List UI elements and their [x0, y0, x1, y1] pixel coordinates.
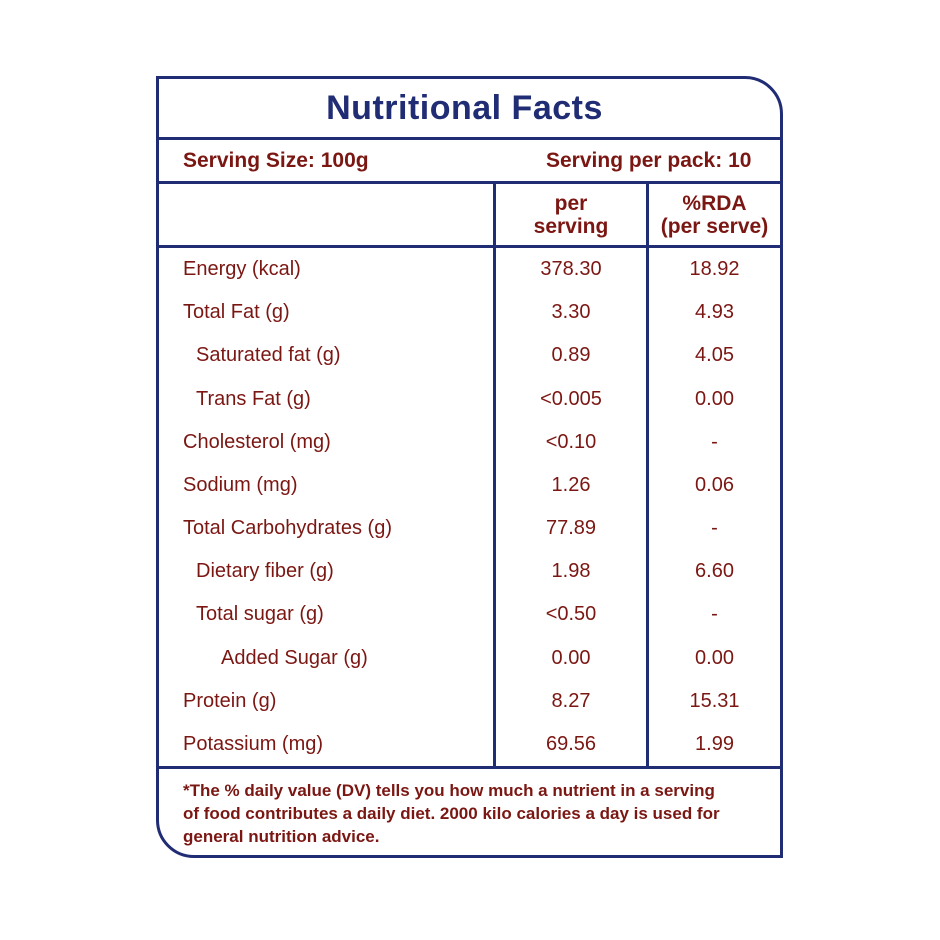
- nutrient-rda-value: 4.93: [646, 291, 780, 334]
- nutrient-per-serving-value: 378.30: [493, 248, 646, 291]
- nutrient-per-serving-value: <0.005: [493, 378, 646, 421]
- header-rda: [646, 184, 780, 248]
- footnote-line: of food contributes a daily diet. 2000 kilo calories a day is used for: [183, 804, 720, 823]
- serving-size-label: Serving Size: 100g: [183, 148, 369, 172]
- nutrient-label: Dietary fiber (g): [196, 560, 334, 583]
- page-title: Nutritional Facts: [326, 88, 603, 127]
- header-rda-line2: (per serve): [660, 214, 769, 238]
- nutrition-facts-panel: [156, 76, 783, 858]
- nutrient-rda-value: 4.05: [646, 334, 780, 377]
- nutrient-per-serving-value: 8.27: [493, 680, 646, 723]
- nutrient-label: Potassium (mg): [183, 732, 324, 755]
- nutrient-label: Total Fat (g): [183, 301, 290, 324]
- nutrient-rda-value: -: [646, 593, 780, 636]
- nutrient-label: Cholesterol (mg): [183, 430, 331, 453]
- header-per-serving: [493, 184, 646, 248]
- nutrient-per-serving-value: 3.30: [493, 291, 646, 334]
- serving-per-pack-label: Serving per pack: 10: [546, 148, 752, 172]
- nutrient-rda-value: 1.99: [646, 723, 780, 766]
- serving-info-row: [159, 140, 780, 184]
- nutrient-label: Saturated fat (g): [196, 344, 341, 367]
- nutrient-rda-value: 0.00: [646, 378, 780, 421]
- nutrient-per-serving-value: 1.98: [493, 550, 646, 593]
- nutrient-per-serving-value: <0.50: [493, 593, 646, 636]
- header-per-serving-line2: serving: [533, 214, 609, 238]
- footnote-line: general nutrition advice.: [183, 827, 380, 846]
- nutrient-label: Added Sugar (g): [221, 646, 368, 669]
- nutrient-rda-value: 15.31: [646, 680, 780, 723]
- nutrient-label: Total Carbohydrates (g): [183, 517, 392, 540]
- nutrient-label: Trans Fat (g): [196, 387, 311, 410]
- footnote-line: *The % daily value (DV) tells you how much a nutrient in a serving: [183, 781, 715, 800]
- nutrient-label: Protein (g): [183, 689, 277, 712]
- daily-value-footnote: [159, 766, 780, 855]
- header-per-serving-line1: per: [554, 191, 588, 215]
- nutrient-rda-value: 6.60: [646, 550, 780, 593]
- nutrient-rda-value: 0.06: [646, 464, 780, 507]
- nutrient-rda-value: -: [646, 421, 780, 464]
- nutrition-table: [159, 184, 780, 766]
- nutrient-label: Sodium (mg): [183, 473, 298, 496]
- nutrient-per-serving-value: 1.26: [493, 464, 646, 507]
- header-blank-cell: [159, 184, 493, 248]
- title-row: [159, 79, 780, 140]
- nutrient-per-serving-value: 69.56: [493, 723, 646, 766]
- nutrient-label: Energy (kcal): [183, 258, 301, 281]
- nutrient-rda-value: 18.92: [646, 248, 780, 291]
- nutrient-rda-value: 0.00: [646, 637, 780, 680]
- nutrient-per-serving-value: 77.89: [493, 507, 646, 550]
- nutrient-per-serving-value: 0.00: [493, 637, 646, 680]
- nutrient-label: Total sugar (g): [196, 603, 324, 626]
- header-rda-line1: %RDA: [682, 191, 747, 215]
- nutrient-rda-value: -: [646, 507, 780, 550]
- nutrient-per-serving-value: 0.89: [493, 334, 646, 377]
- nutrient-per-serving-value: <0.10: [493, 421, 646, 464]
